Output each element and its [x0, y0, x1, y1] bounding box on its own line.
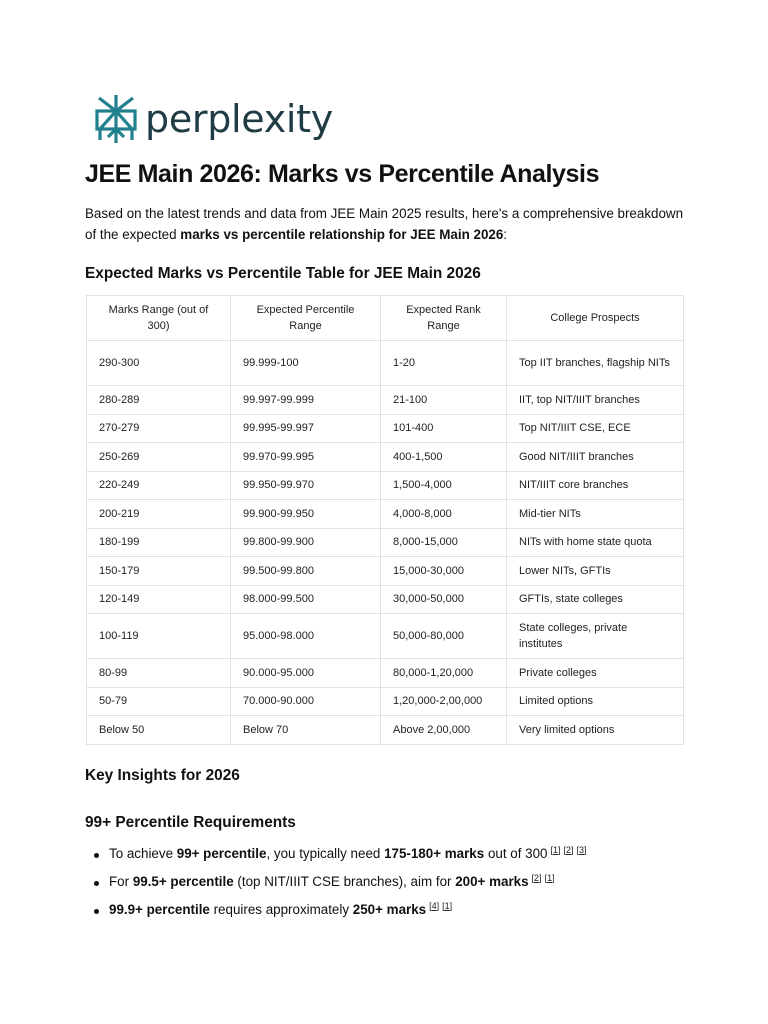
list-item — [85, 871, 705, 899]
cell-rank: 30,000-50,000 — [381, 585, 507, 614]
table-row — [87, 414, 684, 443]
table-row — [87, 500, 684, 529]
header-percentile-range: Expected Percentile Range — [231, 296, 381, 341]
cell-rank: 21-100 — [381, 386, 507, 415]
table-row — [87, 614, 684, 659]
cell-marks: 80-99 — [87, 659, 231, 688]
cell-prospects: GFTIs, state colleges — [507, 585, 684, 614]
cell-percentile: 99.800-99.900 — [231, 528, 381, 557]
cell-prospects: Lower NITs, GFTIs — [507, 557, 684, 586]
cell-prospects: Very limited options — [507, 716, 684, 745]
table-row — [87, 386, 684, 415]
table-row — [87, 341, 684, 386]
cell-marks: 220-249 — [87, 471, 231, 500]
citation-link[interactable]: [1] — [550, 844, 561, 855]
table-row — [87, 659, 684, 688]
cell-rank: 4,000-8,000 — [381, 500, 507, 529]
bullet-bold: 99.9+ percentile — [109, 902, 210, 917]
cell-marks: 180-199 — [87, 528, 231, 557]
cell-percentile: 95.000-98.000 — [231, 614, 381, 659]
citation-link[interactable]: [2] — [563, 844, 574, 855]
cell-marks: Below 50 — [87, 716, 231, 745]
cell-marks: 270-279 — [87, 414, 231, 443]
bullet-text: (top NIT/IIIT CSE branches), aim for — [233, 874, 456, 889]
cell-prospects: Top NIT/IIIT CSE, ECE — [507, 414, 684, 443]
intro-bold: marks vs percentile relationship for JEE Main 2026 — [180, 226, 504, 242]
cell-marks: 280-289 — [87, 386, 231, 415]
marks-percentile-table — [86, 295, 684, 745]
cell-prospects: Top IIT branches, flagship NITs — [507, 341, 684, 386]
table-header-row — [87, 296, 684, 341]
cell-percentile: 99.970-99.995 — [231, 443, 381, 472]
citation-link[interactable]: [2] — [531, 872, 542, 883]
cell-prospects: IIT, top NIT/IIIT branches — [507, 386, 684, 415]
table-heading: Expected Marks vs Percentile Table for JEE Main 2026 — [85, 265, 481, 282]
table-row — [87, 585, 684, 614]
bullet-text: To achieve — [109, 846, 177, 861]
cell-percentile: 70.000-90.000 — [231, 687, 381, 716]
cell-prospects: NITs with home state quota — [507, 528, 684, 557]
header-marks-range: Marks Range (out of 300) — [87, 296, 231, 341]
brand-logo — [94, 94, 333, 144]
cell-percentile: Below 70 — [231, 716, 381, 745]
citation-link[interactable]: [3] — [576, 844, 587, 855]
cell-marks: 120-149 — [87, 585, 231, 614]
cell-rank: 80,000-1,20,000 — [381, 659, 507, 688]
cell-prospects: Good NIT/IIIT branches — [507, 443, 684, 472]
cell-percentile: 99.999-100 — [231, 341, 381, 386]
cell-percentile: 90.000-95.000 — [231, 659, 381, 688]
brand-name: perplexity — [145, 97, 333, 141]
list-item — [85, 843, 705, 871]
requirements-subheading: 99+ Percentile Requirements — [85, 814, 296, 831]
cell-percentile: 99.900-99.950 — [231, 500, 381, 529]
cell-prospects: Limited options — [507, 687, 684, 716]
cell-rank: 1,500-4,000 — [381, 471, 507, 500]
cell-percentile: 99.997-99.999 — [231, 386, 381, 415]
cell-marks: 100-119 — [87, 614, 231, 659]
cell-percentile: 98.000-99.500 — [231, 585, 381, 614]
bullet-bold: 99.5+ percentile — [132, 874, 234, 889]
table-row — [87, 716, 684, 745]
bullet-text: For — [109, 874, 133, 889]
intro-end: : — [503, 226, 508, 242]
cell-rank: Above 2,00,000 — [381, 716, 507, 745]
cell-prospects: Mid-tier NITs — [507, 500, 684, 529]
cell-percentile: 99.950-99.970 — [231, 471, 381, 500]
cell-percentile: 99.500-99.800 — [231, 557, 381, 586]
cell-prospects: Private colleges — [507, 659, 684, 688]
header-college-prospects: College Prospects — [507, 296, 684, 341]
cell-marks: 200-219 — [87, 500, 231, 529]
bullet-bold: 175-180+ marks — [384, 846, 485, 861]
cell-rank: 1-20 — [381, 341, 507, 386]
header-rank-range: Expected Rank Range — [381, 296, 507, 341]
bullet-text: out of 300 — [484, 846, 548, 861]
insights-heading: Key Insights for 2026 — [85, 767, 240, 784]
citation-link[interactable]: [4] — [429, 900, 440, 911]
bullet-text: , you typically need — [266, 846, 385, 861]
bullet-text: requires approximately — [209, 902, 353, 917]
table-row — [87, 471, 684, 500]
cell-rank: 8,000-15,000 — [381, 528, 507, 557]
table-row — [87, 687, 684, 716]
cell-prospects: NIT/IIIT core branches — [507, 471, 684, 500]
intro-paragraph — [85, 204, 685, 245]
bullet-bold: 200+ marks — [455, 874, 529, 889]
table-row — [87, 443, 684, 472]
citation-link[interactable]: [1] — [544, 872, 555, 883]
cell-rank: 400-1,500 — [381, 443, 507, 472]
cell-marks: 50-79 — [87, 687, 231, 716]
cell-rank: 101-400 — [381, 414, 507, 443]
page-title: JEE Main 2026: Marks vs Percentile Analysis — [85, 160, 600, 188]
list-item — [85, 899, 705, 927]
perplexity-logo-icon — [94, 94, 138, 144]
cell-rank: 50,000-80,000 — [381, 614, 507, 659]
cell-rank: 15,000-30,000 — [381, 557, 507, 586]
cell-prospects: State colleges, private institutes — [507, 614, 684, 659]
cell-rank: 1,20,000-2,00,000 — [381, 687, 507, 716]
table-row — [87, 528, 684, 557]
citation-link[interactable]: [1] — [442, 900, 453, 911]
bullet-bold: 99+ percentile — [176, 846, 267, 861]
cell-marks: 290-300 — [87, 341, 231, 386]
intro-text: Based on the latest trends and data from JEE Main 2025 results, here's a comprehensive breakdown of the expected — [85, 206, 684, 242]
cell-marks: 150-179 — [87, 557, 231, 586]
requirements-list — [85, 843, 705, 927]
cell-marks: 250-269 — [87, 443, 231, 472]
cell-percentile: 99.995-99.997 — [231, 414, 381, 443]
bullet-bold: 250+ marks — [352, 902, 427, 917]
table-row — [87, 557, 684, 586]
